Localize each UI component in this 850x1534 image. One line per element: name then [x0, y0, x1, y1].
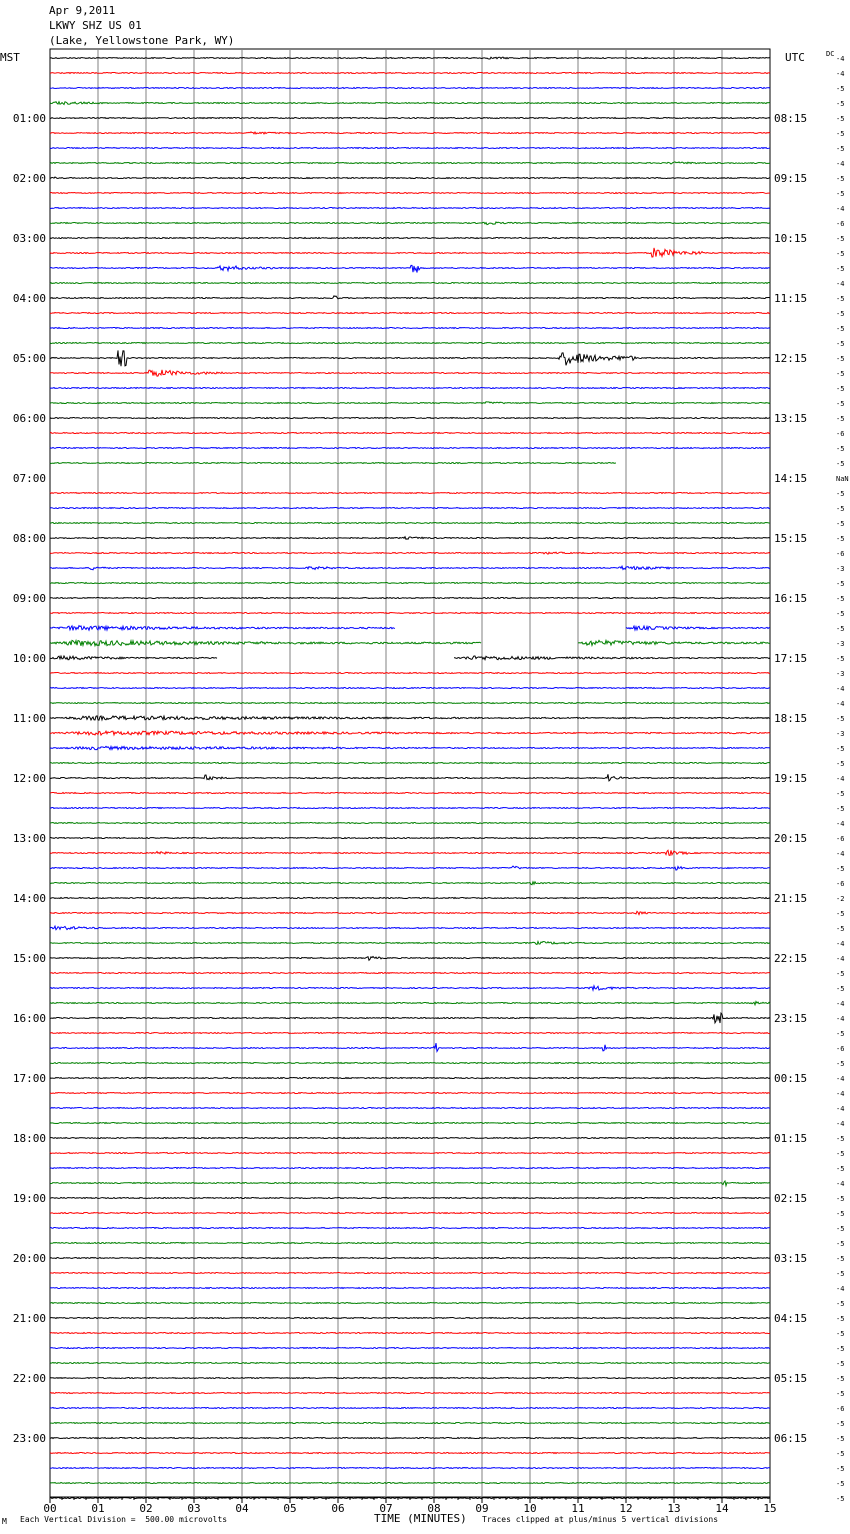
- trace-row: [50, 613, 770, 614]
- row-value-label: -5: [836, 1345, 845, 1353]
- row-value-label: -5: [836, 1480, 845, 1488]
- trace-row: [50, 673, 770, 674]
- row-value-label: -2: [836, 895, 845, 903]
- right-time-label: 15:15: [774, 532, 808, 545]
- trace-row: [50, 1363, 770, 1364]
- trace-row: [50, 537, 770, 540]
- right-time-label: 09:15: [774, 172, 808, 185]
- row-value-label: -5: [836, 715, 845, 723]
- left-time-label: 01:00: [12, 112, 46, 125]
- row-value-label: -5: [836, 1495, 845, 1503]
- left-axis-title: MST: [0, 51, 20, 64]
- row-value-label: -3: [836, 730, 845, 738]
- row-value-label: -5: [836, 865, 845, 873]
- row-value-label: -5: [836, 1270, 845, 1278]
- row-value-label: -5: [836, 115, 845, 123]
- left-time-label: 10:00: [12, 652, 46, 665]
- row-value-label: -5: [836, 1255, 845, 1263]
- row-value-label: -5: [836, 925, 845, 933]
- x-tick-label: 08: [427, 1502, 441, 1515]
- trace-row: [50, 703, 770, 704]
- right-time-label: 04:15: [774, 1312, 808, 1325]
- row-value-label: -4: [836, 955, 845, 963]
- row-value-label: -4: [836, 1015, 845, 1023]
- row-value-label: -4: [836, 1285, 845, 1293]
- row-value-label: -5: [836, 760, 845, 768]
- x-tick-label: 02: [139, 1502, 153, 1515]
- row-value-label: -5: [836, 520, 845, 528]
- right-time-label: 03:15: [774, 1252, 808, 1265]
- right-time-label: 10:15: [774, 232, 808, 245]
- right-time-label: 20:15: [774, 832, 808, 845]
- trace-row: [50, 1181, 770, 1186]
- row-value-label: -6: [836, 1405, 845, 1413]
- left-time-label: 06:00: [12, 412, 46, 425]
- row-value-label: -4: [836, 940, 845, 948]
- row-value-label: -5: [836, 745, 845, 753]
- x-tick-label: 14: [715, 1502, 729, 1515]
- trace-row: [50, 1033, 770, 1034]
- row-value-label: -5: [836, 1435, 845, 1443]
- left-time-label: 08:00: [12, 532, 46, 545]
- trace-row: [50, 1393, 770, 1394]
- trace-row: [50, 402, 770, 404]
- row-value-label: -5: [836, 1300, 845, 1308]
- row-value-label: -5: [836, 595, 845, 603]
- row-value-label: -4: [836, 160, 845, 168]
- right-axis-title: UTC: [785, 51, 805, 64]
- row-value-label: -4: [836, 280, 845, 288]
- trace-row: [50, 1423, 770, 1424]
- x-tick-label: 15: [763, 1502, 777, 1515]
- right-time-label: 18:15: [774, 712, 808, 725]
- row-value-label: -5: [836, 805, 845, 813]
- trace-row: [50, 1318, 770, 1319]
- left-time-label: 07:00: [12, 472, 46, 485]
- row-value-label: -5: [836, 1030, 845, 1038]
- row-value-label: -4: [836, 850, 845, 858]
- trace-row: [50, 774, 770, 781]
- trace-row: [50, 1002, 770, 1005]
- trace-row: [50, 1243, 770, 1244]
- right-time-label: 02:15: [774, 1192, 808, 1205]
- corner-mark: M: [2, 1517, 7, 1526]
- trace-row: [50, 162, 770, 164]
- trace-row: [50, 926, 770, 930]
- trace-row: [50, 626, 770, 631]
- row-value-label: -5: [836, 250, 845, 258]
- row-value-label: -6: [836, 550, 845, 558]
- row-value-label: -5: [836, 1165, 845, 1173]
- row-value-label: -4: [836, 820, 845, 828]
- trace-row: [50, 1453, 770, 1454]
- trace-row: [50, 523, 770, 524]
- trace-row: [50, 1378, 770, 1379]
- left-time-label: 03:00: [12, 232, 46, 245]
- trace-row: [50, 265, 770, 272]
- trace-row: [50, 688, 770, 689]
- row-value-label: -5: [836, 385, 845, 393]
- trace-row: [50, 793, 770, 794]
- trace-row: [50, 850, 770, 855]
- trace-row: [50, 248, 770, 257]
- right-time-label: 00:15: [774, 1072, 808, 1085]
- row-value-label: -5: [836, 460, 845, 468]
- row-value-label: -5: [836, 1225, 845, 1233]
- row-value-label: -5: [836, 1240, 845, 1248]
- trace-row: [50, 118, 770, 119]
- x-tick-label: 10: [523, 1502, 537, 1515]
- right-time-label: 06:15: [774, 1432, 808, 1445]
- left-time-label: 14:00: [12, 892, 46, 905]
- trace-row: [50, 343, 770, 344]
- row-value-label: -5: [836, 1420, 845, 1428]
- row-value-label: -5: [836, 1315, 845, 1323]
- row-value-label: -5: [836, 1210, 845, 1218]
- row-value-label: -5: [836, 610, 845, 618]
- row-value-label: -5: [836, 190, 845, 198]
- row-value-label: -4: [836, 1180, 845, 1188]
- row-value-label: -5: [836, 790, 845, 798]
- right-time-label: 01:15: [774, 1132, 808, 1145]
- left-time-label: 13:00: [12, 832, 46, 845]
- row-value-label: -4: [836, 1105, 845, 1113]
- row-value-label: -5: [836, 1150, 845, 1158]
- trace-row: [50, 1078, 770, 1079]
- right-time-label: 17:15: [774, 652, 808, 665]
- left-time-label: 17:00: [12, 1072, 46, 1085]
- x-axis-title: TIME (MINUTES): [374, 1512, 467, 1525]
- trace-row: [50, 1138, 770, 1139]
- trace-row: [50, 448, 770, 449]
- x-tick-label: 05: [283, 1502, 297, 1515]
- row-value-label: -5: [836, 1390, 845, 1398]
- row-value-label: -6: [836, 220, 845, 228]
- right-time-label: 21:15: [774, 892, 808, 905]
- trace-row: [50, 973, 770, 974]
- trace-row: [50, 102, 770, 105]
- row-value-label: -6: [836, 835, 845, 843]
- trace-row: [50, 1168, 770, 1169]
- trace-row: [50, 222, 770, 225]
- x-tick-label: 01: [91, 1502, 105, 1515]
- scale-note: Each Vertical Division = 500.00 microvolts: [20, 1515, 228, 1524]
- left-time-label: 12:00: [12, 772, 46, 785]
- trace-row: [50, 313, 770, 314]
- trace-row: [50, 433, 770, 434]
- row-value-label: -5: [836, 265, 845, 273]
- trace-row: [50, 1258, 770, 1259]
- trace-row: [50, 942, 770, 945]
- row-value-label: -5: [836, 415, 845, 423]
- right-time-label: 11:15: [774, 292, 808, 305]
- left-time-label: 02:00: [12, 172, 46, 185]
- trace-row: [50, 1408, 770, 1409]
- row-value-label: -5: [836, 985, 845, 993]
- row-value-label: -5: [836, 400, 845, 408]
- trace-row: [50, 1483, 770, 1484]
- right-time-label: 22:15: [774, 952, 808, 965]
- x-tick-label: 11: [571, 1502, 585, 1515]
- row-value-label: -4: [836, 1075, 845, 1083]
- trace-row: [50, 148, 770, 149]
- row-value-label: -5: [836, 1450, 845, 1458]
- right-time-label: 19:15: [774, 772, 808, 785]
- trace-row: [50, 882, 770, 885]
- row-value-label: -3: [836, 565, 845, 573]
- row-value-label: -5: [836, 1375, 845, 1383]
- trace-row: [50, 552, 770, 554]
- row-value-label: -5: [836, 1465, 845, 1473]
- right-time-label: 16:15: [774, 592, 808, 605]
- left-time-label: 09:00: [12, 592, 46, 605]
- trace-row: [50, 1303, 770, 1304]
- trace-row: [50, 1288, 770, 1289]
- trace-row: [50, 73, 770, 74]
- trace-row: [50, 418, 770, 419]
- row-value-label: -5: [836, 1060, 845, 1068]
- left-time-label: 22:00: [12, 1372, 46, 1385]
- row-value-label: -5: [836, 145, 845, 153]
- trace-row: [50, 370, 770, 376]
- right-time-label: 08:15: [774, 112, 808, 125]
- trace-row: [50, 911, 770, 914]
- location-label: (Lake, Yellowstone Park, WY): [49, 34, 235, 47]
- left-time-label: 05:00: [12, 352, 46, 365]
- trace-row: [50, 1043, 770, 1051]
- row-value-label: -4: [836, 1000, 845, 1008]
- clip-note: Traces clipped at plus/minus 5 vertical divisions: [482, 1515, 719, 1524]
- station-label: LKWY SHZ US 01: [49, 19, 142, 32]
- row-value-label: -4: [836, 700, 845, 708]
- trace-row: [50, 1153, 770, 1154]
- row-value-label: -5: [836, 655, 845, 663]
- trace-row: [50, 1213, 770, 1214]
- trace-row: [50, 1228, 770, 1229]
- trace-row: [50, 898, 770, 899]
- right-time-label: 23:15: [774, 1012, 808, 1025]
- trace-row: [50, 656, 770, 660]
- trace-row: [50, 493, 770, 494]
- trace-row: [50, 583, 770, 584]
- x-tick-label: 03: [187, 1502, 201, 1515]
- trace-row: [50, 1123, 770, 1124]
- row-value-label: -5: [836, 490, 845, 498]
- trace-row: [50, 866, 770, 870]
- row-value-label: -5: [836, 1330, 845, 1338]
- trace-row: [50, 716, 770, 720]
- trace-row: [50, 350, 770, 366]
- trace-row: [50, 808, 770, 809]
- row-value-label: NaN: [836, 475, 849, 483]
- trace-row: [50, 640, 770, 645]
- trace-row: [50, 838, 770, 839]
- row-value-label: -5: [836, 970, 845, 978]
- row-value-label: -5: [836, 235, 845, 243]
- row-value-label: -3: [836, 670, 845, 678]
- x-tick-label: 04: [235, 1502, 249, 1515]
- row-value-label: -5: [836, 910, 845, 918]
- row-value-label: -5: [836, 1135, 845, 1143]
- trace-row: [50, 1108, 770, 1109]
- row-value-label: -5: [836, 130, 845, 138]
- row-value-label: -6: [836, 430, 845, 438]
- left-time-label: 21:00: [12, 1312, 46, 1325]
- left-time-label: 18:00: [12, 1132, 46, 1145]
- right-column-header: DC: [826, 50, 835, 58]
- row-value-label: -5: [836, 535, 845, 543]
- row-value-label: -4: [836, 1120, 845, 1128]
- trace-row: [50, 208, 770, 209]
- left-time-label: 16:00: [12, 1012, 46, 1025]
- x-tick-label: 09: [475, 1502, 489, 1515]
- row-value-label: -3: [836, 640, 845, 648]
- trace-row: [50, 1013, 770, 1023]
- date-label: Apr 9,2011: [49, 4, 116, 17]
- row-value-label: -5: [836, 175, 845, 183]
- row-value-label: -5: [836, 355, 845, 363]
- row-value-label: -5: [836, 85, 845, 93]
- trace-row: [50, 763, 770, 764]
- x-tick-label: 00: [43, 1502, 57, 1515]
- trace-row: [50, 88, 770, 89]
- row-value-label: -5: [836, 445, 845, 453]
- row-value-label: -5: [836, 370, 845, 378]
- trace-row: [50, 1438, 770, 1439]
- left-time-label: 04:00: [12, 292, 46, 305]
- trace-row: [50, 283, 770, 284]
- right-time-label: 13:15: [774, 412, 808, 425]
- row-value-label: -6: [836, 880, 845, 888]
- trace-row: [50, 1273, 770, 1274]
- row-value-label: -5: [836, 325, 845, 333]
- trace-row: [50, 731, 770, 735]
- x-tick-label: 06: [331, 1502, 345, 1515]
- right-time-label: 12:15: [774, 352, 808, 365]
- trace-row: [50, 746, 770, 749]
- plot-frame: [50, 49, 770, 1497]
- row-value-label: -4: [836, 1090, 845, 1098]
- x-tick-label: 13: [667, 1502, 681, 1515]
- trace-row: [50, 177, 770, 179]
- trace-row: [50, 328, 770, 329]
- row-value-label: -4: [836, 205, 845, 213]
- row-value-label: -5: [836, 310, 845, 318]
- trace-row: [50, 193, 770, 194]
- row-value-label: -5: [836, 1195, 845, 1203]
- left-time-label: 20:00: [12, 1252, 46, 1265]
- row-value-label: -5: [836, 505, 845, 513]
- row-value-label: -5: [836, 1360, 845, 1368]
- row-value-label: -4: [836, 55, 845, 63]
- x-tick-label: 07: [379, 1502, 393, 1515]
- left-time-label: 19:00: [12, 1192, 46, 1205]
- trace-row: [50, 598, 770, 599]
- row-value-label: -4: [836, 70, 845, 78]
- trace-row: [50, 238, 770, 239]
- trace-row: [50, 57, 770, 59]
- trace-row: [50, 566, 770, 570]
- trace-row: [50, 296, 770, 299]
- x-tick-label: 12: [619, 1502, 633, 1515]
- right-time-label: 14:15: [774, 472, 808, 485]
- left-time-label: 15:00: [12, 952, 46, 965]
- trace-row: [50, 388, 770, 389]
- trace-row: [50, 132, 770, 134]
- row-value-label: -5: [836, 340, 845, 348]
- trace-row: [50, 986, 770, 990]
- row-value-label: -5: [836, 625, 845, 633]
- row-value-label: -5: [836, 580, 845, 588]
- row-value-label: -4: [836, 775, 845, 783]
- row-value-label: -6: [836, 1045, 845, 1053]
- trace-row: [50, 957, 770, 961]
- right-time-label: 05:15: [774, 1372, 808, 1385]
- trace-row: [50, 463, 770, 464]
- trace-row: [50, 1063, 770, 1064]
- trace-row: [50, 1333, 770, 1334]
- trace-row: [50, 823, 770, 824]
- row-value-label: -5: [836, 295, 845, 303]
- trace-row: [50, 508, 770, 509]
- left-time-label: 23:00: [12, 1432, 46, 1445]
- trace-row: [50, 1093, 770, 1094]
- left-time-label: 11:00: [12, 712, 46, 725]
- row-value-label: -5: [836, 100, 845, 108]
- trace-row: [50, 1468, 770, 1469]
- trace-row: [50, 1198, 770, 1199]
- trace-row: [50, 1348, 770, 1349]
- row-value-label: -4: [836, 685, 845, 693]
